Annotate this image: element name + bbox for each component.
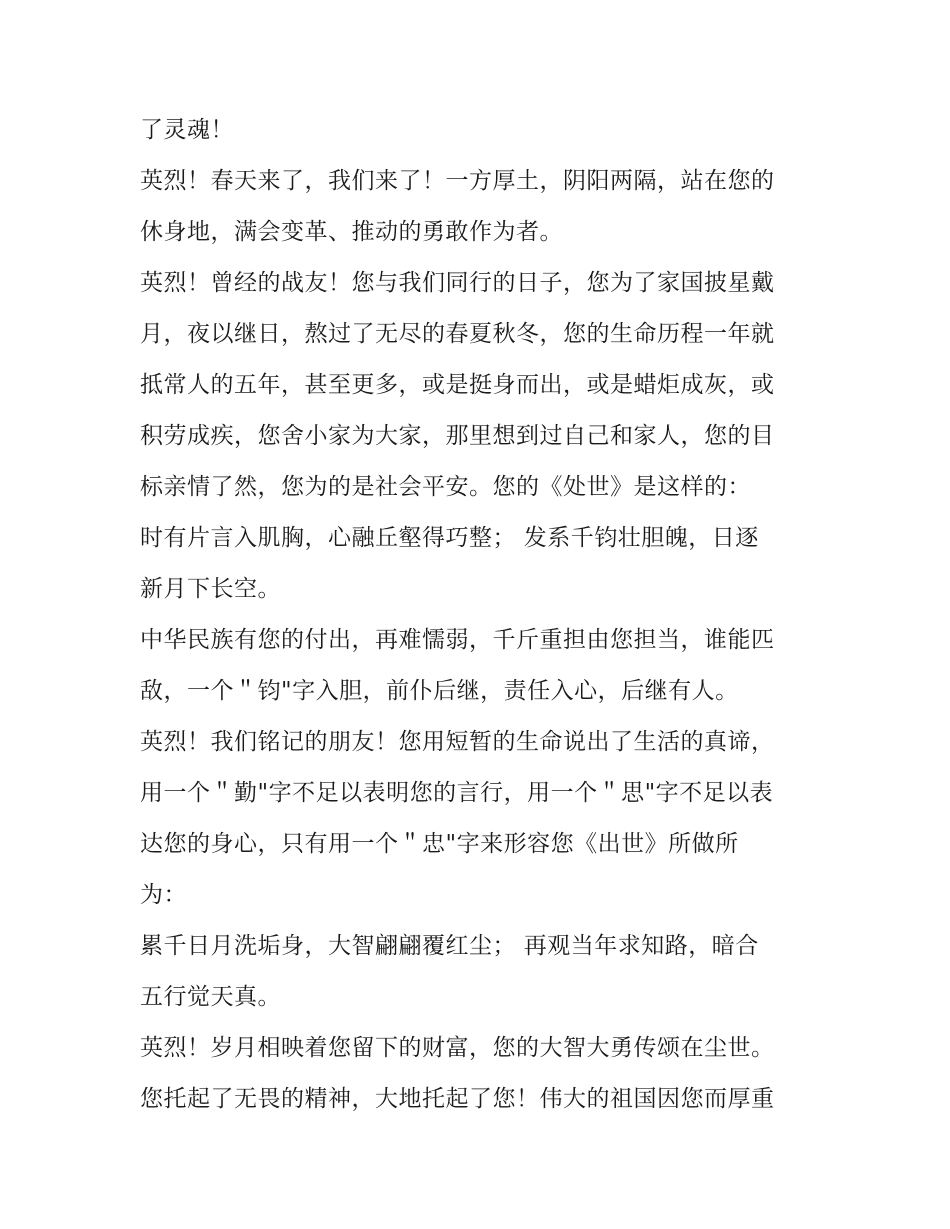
text-line: 您托起了无畏的精神，大地托起了您！伟大的祖国因您而厚重: [140, 1086, 775, 1112]
text-line: 英烈！曾经的战友！您与我们同行的日子，您为了家国披星戴: [140, 270, 775, 296]
text-line: 抵常人的五年，甚至更多，或是挺身而出，或是蜡炬成灰，或: [140, 372, 775, 398]
text-line: 英烈！岁月相映着您留下的财富，您的大智大勇传颂在尘世。: [140, 1035, 775, 1061]
poem-line: 累千日月洗垢身，大智翩翩覆红尘； 再观当年求知路，暗合: [140, 933, 759, 959]
poem-line: 新月下长空。: [140, 576, 281, 602]
text-line: 英烈！我们铭记的朋友！您用短暂的生命说出了生活的真谛，: [140, 729, 775, 755]
text-line: 了灵魂！: [140, 117, 234, 143]
document-body: [140, 108, 830, 1128]
text-line: 标亲情了然，您为的是社会平安。您的《处世》是这样的：: [140, 474, 751, 500]
text-line: 休身地，满会变革、推动的勇敢作为者。: [140, 219, 563, 245]
text-line: 为：: [140, 882, 187, 908]
text-line: 中华民族有您的付出，再难懦弱，千斤重担由您担当，谁能匹: [140, 627, 775, 653]
poem-line: 五行觉天真。: [140, 984, 281, 1010]
text-line: 用一个＂勤"字不足以表明您的言行，用一个＂思"字不足以表: [140, 780, 774, 806]
poem-line: 时有片言入肌胸，心融丘壑得巧整； 发系千钧壮胆魄，日逐: [140, 525, 759, 551]
text-line: 达您的身心，只有用一个＂忠"字来形容您《出世》所做所: [140, 831, 739, 857]
text-line: 英烈！春天来了，我们来了！一方厚土，阴阳两隔，站在您的: [140, 168, 775, 194]
text-line: 积劳成疾，您舍小家为大家，那里想到过自己和家人，您的目: [140, 423, 775, 449]
text-line: 月，夜以继日，熬过了无尽的春夏秋冬，您的生命历程一年就: [140, 321, 775, 347]
text-line: 敌，一个＂钧"字入胆，前仆后继，责任入心，后继有人。: [140, 678, 739, 704]
